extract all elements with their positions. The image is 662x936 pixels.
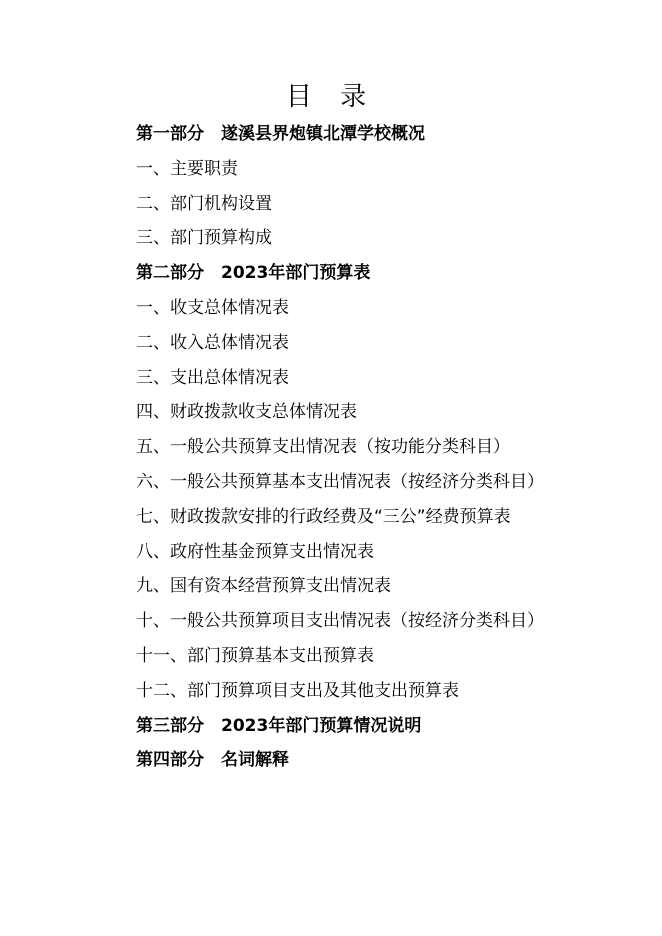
part-title: 2023年部门预算表 — [221, 263, 371, 284]
toc-part-heading — [136, 117, 656, 152]
toc-item — [136, 604, 656, 639]
item-title: 六、一般公共预算基本支出情况表（按经济分类科目） — [136, 471, 544, 492]
toc-item — [136, 674, 656, 709]
item-title: 三、部门预算构成 — [136, 228, 272, 249]
toc-item — [136, 152, 656, 187]
toc-item — [136, 395, 656, 430]
part-number: 第三部分 — [136, 715, 204, 736]
item-title: 八、政府性基金预算支出情况表 — [136, 541, 374, 562]
toc-item — [136, 569, 656, 604]
part-number: 第一部分 — [136, 124, 204, 144]
toc-item — [136, 291, 656, 326]
item-title: 一、主要职责 — [136, 158, 238, 179]
part-number: 第四部分 — [136, 750, 204, 771]
item-title: 一、收支总体情况表 — [136, 297, 289, 318]
item-title: 十二、部门预算项目支出及其他支出预算表 — [136, 680, 459, 701]
toc-item — [136, 465, 656, 500]
item-title: 五、一般公共预算支出情况表（按功能分类科目） — [136, 437, 510, 458]
toc-item — [136, 639, 656, 674]
item-title: 二、部门机构设置 — [136, 193, 272, 214]
item-title: 四、财政拨款收支总体情况表 — [136, 402, 357, 423]
part-title: 名词解释 — [221, 750, 289, 771]
item-title: 七、财政拨款安排的行政经费及“三公”经费预算表 — [136, 506, 511, 527]
part-title: 遂溪县界炮镇北潭学校概况 — [221, 124, 425, 144]
toc-item — [136, 361, 656, 396]
table-of-contents — [136, 117, 656, 778]
toc-item — [136, 500, 656, 535]
part-number: 第二部分 — [136, 263, 204, 284]
toc-part-heading — [136, 256, 656, 291]
toc-item — [136, 535, 656, 570]
item-title: 二、收入总体情况表 — [136, 332, 289, 353]
part-title: 2023年部门预算情况说明 — [221, 715, 422, 736]
item-title: 十一、部门预算基本支出预算表 — [136, 645, 374, 666]
item-title: 三、支出总体情况表 — [136, 367, 289, 388]
toc-part-heading — [136, 743, 656, 778]
item-title: 十、一般公共预算项目支出情况表（按经济分类科目） — [136, 611, 544, 632]
item-title: 九、国有资本经营预算支出情况表 — [136, 576, 391, 597]
toc-title: 目 录 — [285, 82, 377, 112]
toc-item — [136, 187, 656, 222]
toc-item — [136, 430, 656, 465]
toc-item — [136, 326, 656, 361]
toc-item — [136, 221, 656, 256]
toc-part-heading — [136, 709, 656, 744]
